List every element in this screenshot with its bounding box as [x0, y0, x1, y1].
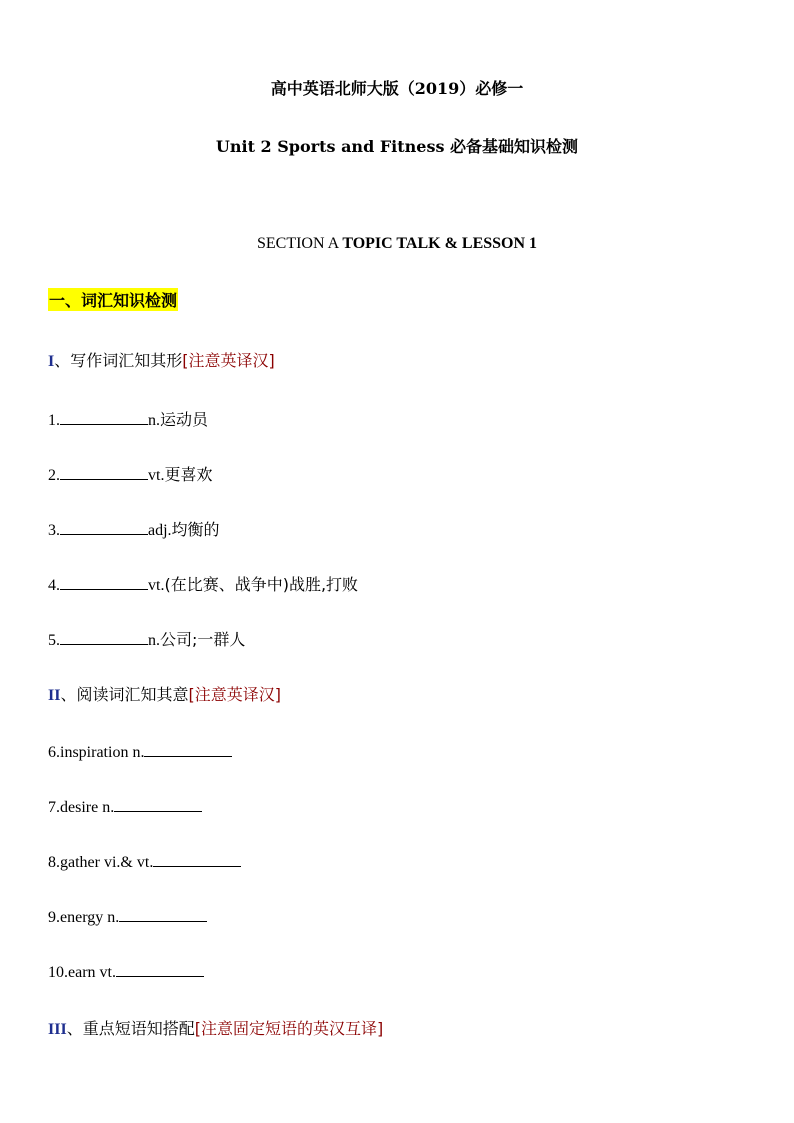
- writing-item: [48, 517, 220, 540]
- item-pos: vt.: [148, 577, 165, 594]
- reading-item: [48, 797, 202, 817]
- item-pos: n.: [148, 632, 160, 649]
- item-meaning: (在比赛、战争中)战胜,打败: [164, 575, 359, 594]
- answer-blank[interactable]: [116, 962, 204, 977]
- part-writing-vocabulary: [48, 348, 275, 371]
- item-text: 10.earn vt.: [48, 964, 116, 981]
- item-text: 6.inspiration n.: [48, 744, 145, 761]
- item-meaning: 运动员: [160, 410, 209, 429]
- answer-blank[interactable]: [144, 742, 232, 757]
- answer-blank[interactable]: [153, 852, 241, 867]
- answer-blank[interactable]: [60, 520, 148, 535]
- item-text: 9.energy n.: [48, 909, 120, 926]
- item-meaning: 均衡的: [171, 520, 220, 539]
- item-pos: adj.: [148, 522, 172, 539]
- answer-blank[interactable]: [60, 465, 148, 480]
- item-number: 5.: [48, 632, 60, 649]
- item-number: 3.: [48, 522, 60, 539]
- part-label: 、写作词汇知其形: [54, 351, 183, 370]
- reading-item: [48, 742, 232, 762]
- part-label: 、阅读词汇知其意: [60, 685, 189, 704]
- part-reading-vocabulary: [48, 682, 281, 705]
- writing-item: [48, 572, 358, 595]
- item-number: 4.: [48, 577, 60, 594]
- section-heading: [0, 235, 794, 253]
- part-number: I: [48, 353, 55, 370]
- part-label: 、重点短语知搭配: [66, 1019, 195, 1038]
- answer-blank[interactable]: [60, 410, 148, 425]
- item-meaning: 公司;一群人: [160, 630, 246, 649]
- writing-item: [48, 627, 245, 650]
- answer-blank[interactable]: [114, 797, 202, 812]
- vocabulary-heading: 一、词汇知识检测: [48, 288, 178, 311]
- part-key-phrases: [48, 1016, 383, 1039]
- item-number: 2.: [48, 467, 60, 484]
- document-title: 高中英语北师大版（2019）必修一: [270, 79, 524, 98]
- item-text: 8.gather vi.& vt.: [48, 854, 154, 871]
- document-subtitle: Unit 2 Sports and Fitness 必备基础知识检测: [215, 137, 579, 156]
- part-number: II: [48, 687, 61, 704]
- answer-blank[interactable]: [119, 907, 207, 922]
- item-pos: n.: [148, 412, 160, 429]
- part-note: [注意英译汉]: [188, 685, 281, 704]
- item-meaning: 更喜欢: [164, 465, 213, 484]
- section-prefix: SECTION A: [256, 235, 343, 252]
- answer-blank[interactable]: [60, 575, 148, 590]
- part-note: [注意英译汉]: [182, 351, 275, 370]
- reading-item: [48, 962, 204, 982]
- item-number: 1.: [48, 412, 60, 429]
- answer-blank[interactable]: [60, 630, 148, 645]
- part-note: [注意固定短语的英汉互译]: [194, 1019, 384, 1038]
- writing-item: [48, 462, 212, 485]
- section-topic: TOPIC TALK & LESSON 1: [342, 235, 538, 252]
- writing-item: [48, 407, 208, 430]
- part-number: III: [48, 1021, 67, 1038]
- reading-item: [48, 852, 241, 872]
- reading-item: [48, 907, 207, 927]
- item-pos: vt.: [148, 467, 165, 484]
- item-text: 7.desire n.: [48, 799, 115, 816]
